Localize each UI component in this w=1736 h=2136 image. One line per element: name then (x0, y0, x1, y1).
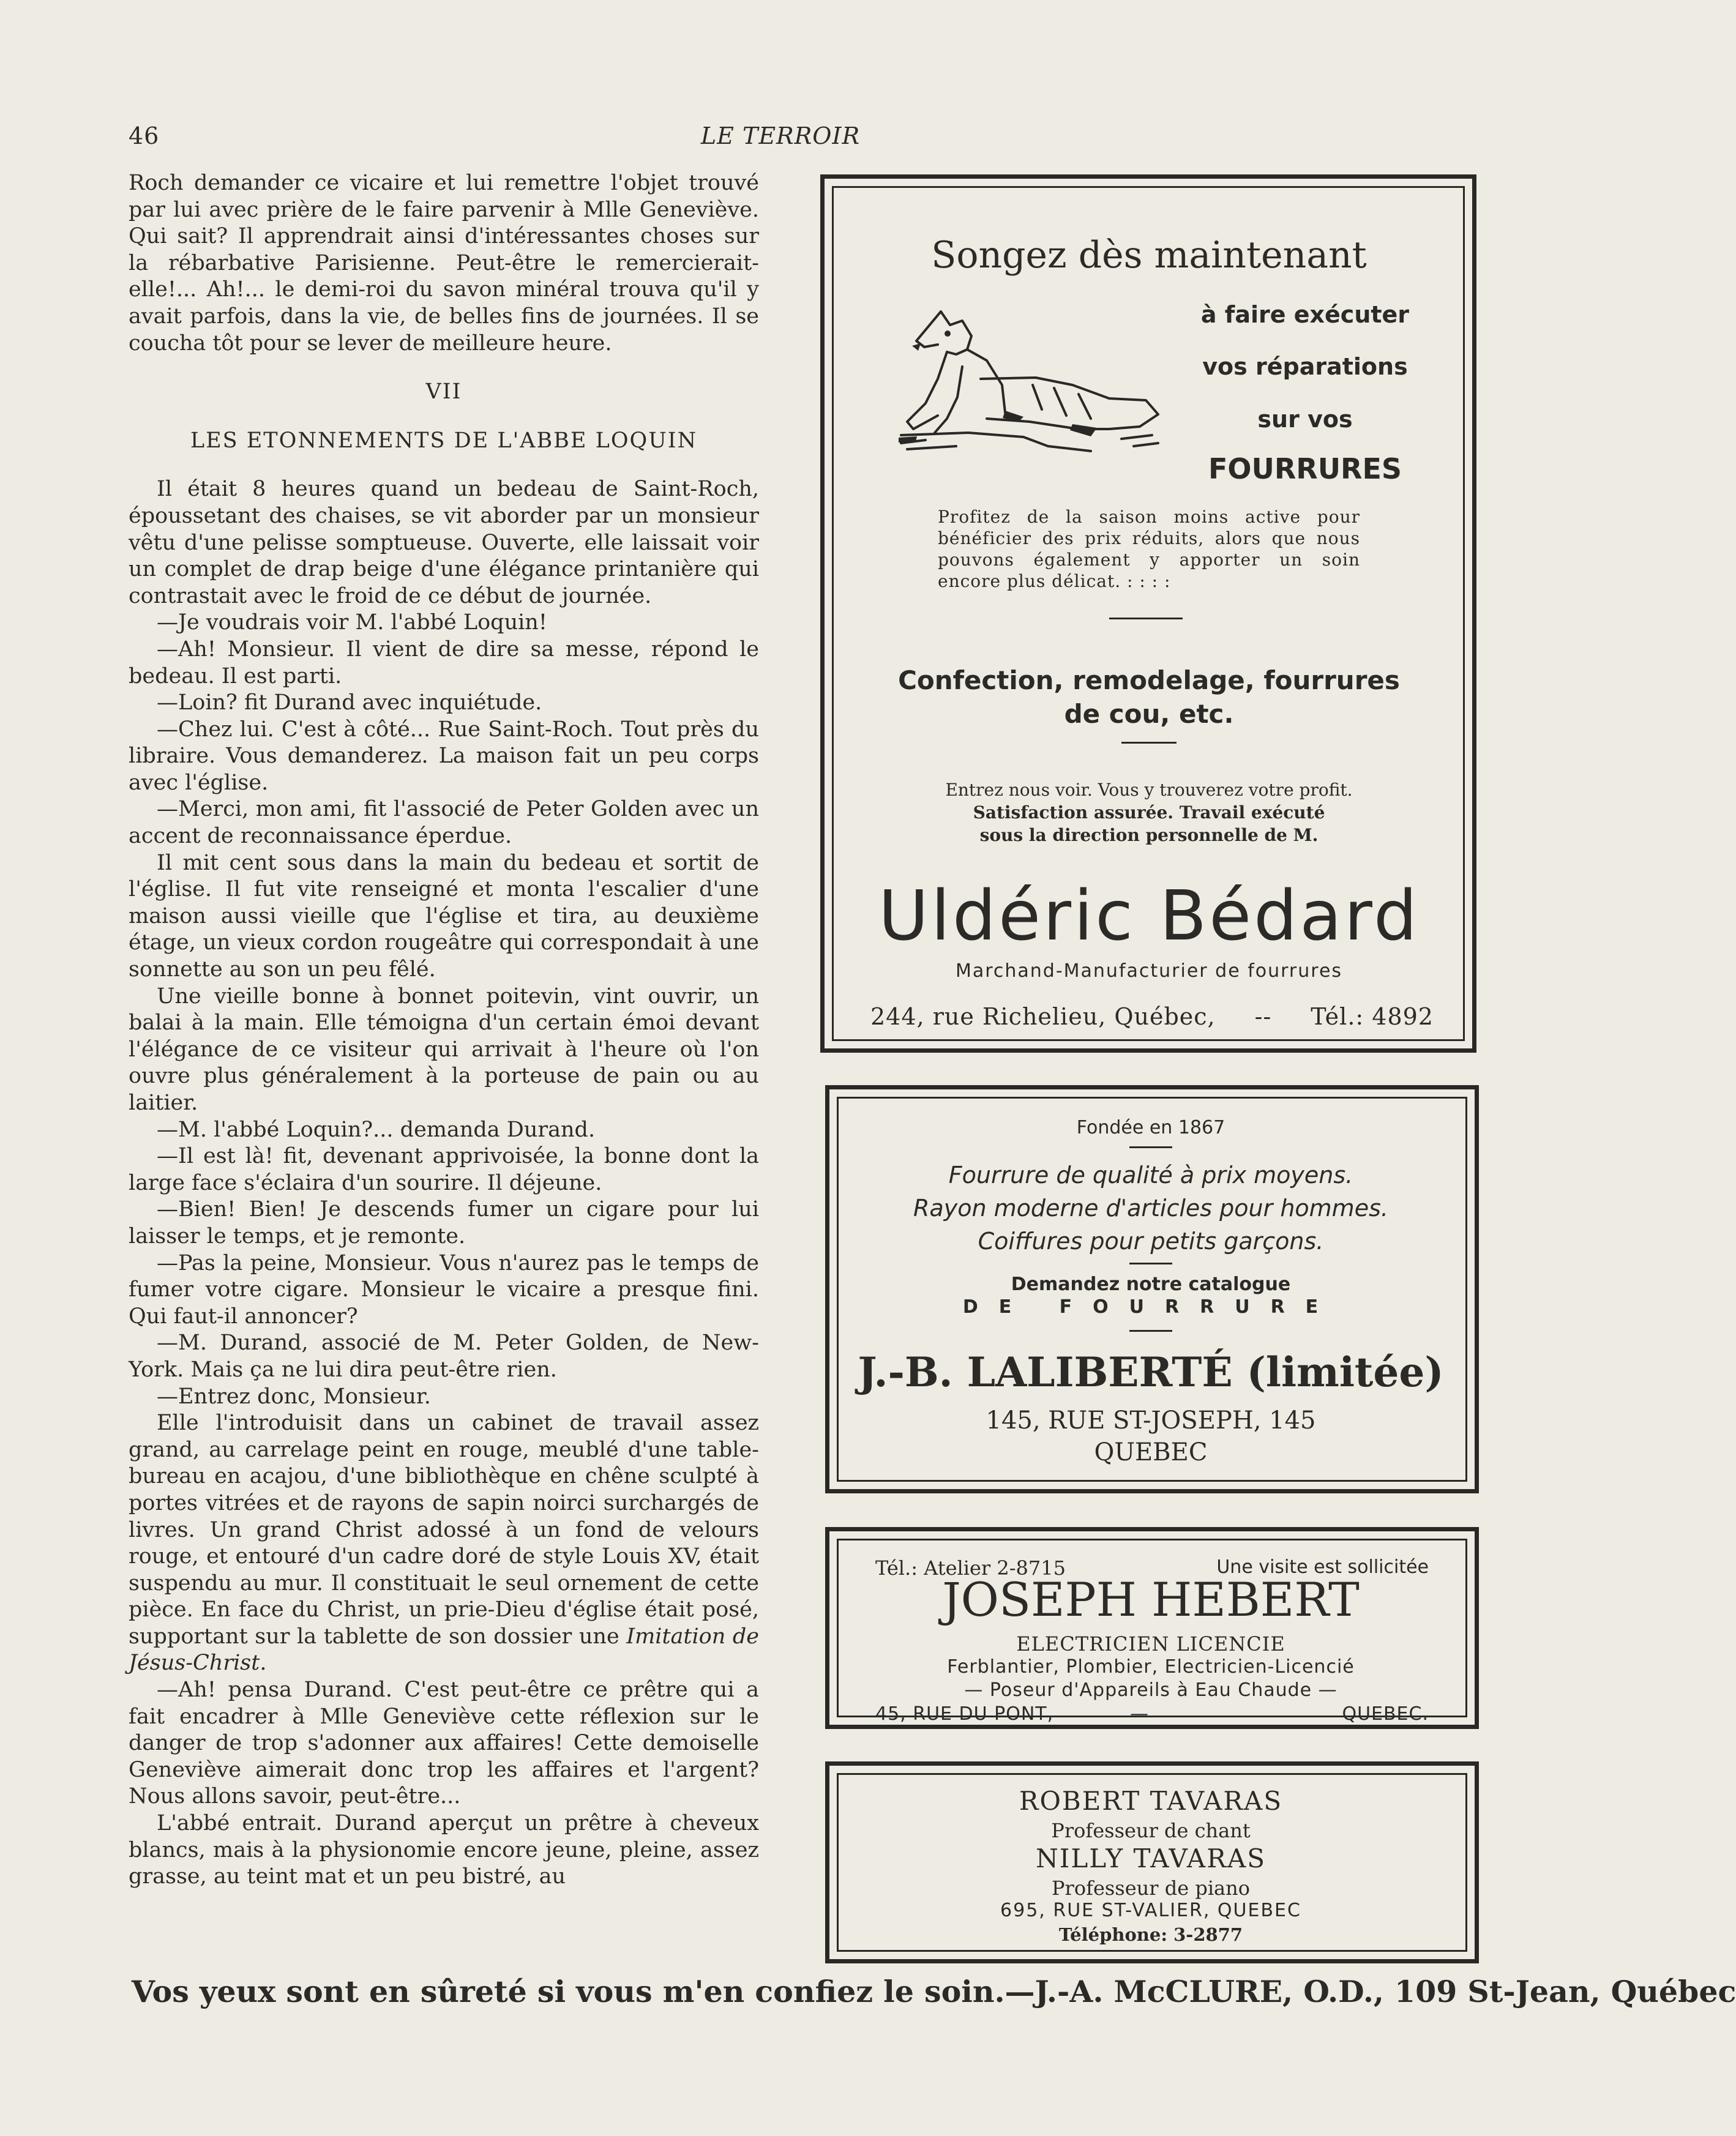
bedard-line-2: vos réparations (1202, 353, 1408, 380)
laliberte-city: QUEBEC (1094, 1438, 1208, 1466)
laliberte-furs: DE FOURRURE (962, 1296, 1339, 1318)
bedard-trade: Marchand-Manufacturier de fourrures (955, 960, 1343, 982)
article-paragraph: —Merci, mon ami, fit l'associé de Peter Golden avec un accent de reconnaissance éperdue. (129, 797, 759, 849)
tavaras-robert: ROBERT TAVARAS (1019, 1786, 1283, 1816)
article-paragraph-long (129, 1410, 759, 1677)
ad-laliberte (825, 1085, 1479, 1493)
bedard-name: Uldéric Bédard (878, 876, 1420, 956)
bedard-furs-heading: FOURRURES (1208, 452, 1402, 485)
article-paragraph: —M. Durand, associé de M. Peter Golden, de New-York. Mais ça ne lui dira peut-être rien. (129, 1331, 759, 1382)
divider (1121, 742, 1177, 744)
hebert-city: QUEBEC. (1342, 1703, 1429, 1725)
tavaras-phone: Téléphone: 3-2877 (1058, 1924, 1243, 1945)
article-paragraph: Il était 8 heures quand un bedeau de Saint-Roch, époussetant des chaises, se vit aborder par un monsieur vêtu d'une pelisse somptueuse. Ouverte, elle laissait voir un complet de drap beige d'une élégance printanière qui contrastait avec le froid de ce début de journée. (129, 477, 759, 608)
bedard-line-1: à faire exécuter (1200, 301, 1410, 328)
article-paragraph: L'abbé entrait. Durand aperçut un prêtre à cheveux blancs, mais à la physionomie encore jeune, pleine, assez grasse, au teint mat et un peu bistré, au (129, 1811, 759, 1889)
article-paragraph: —Ah! pensa Durand. C'est peut-être ce prêtre qui a fait encadrer à Mlle Geneviève cette réflexion sur le danger de trop s'adonner aux affaires! Cette demoiselle Geneviève aimerait donc trop les affaires et l'argent? Nous allons savoir, peut-être... (129, 1678, 759, 1809)
page-number: 46 (129, 122, 160, 149)
bedard-address: 244, rue Richelieu, Québec, (870, 1003, 1216, 1030)
laliberte-founded: Fondée en 1867 (1076, 1117, 1225, 1138)
bedard-visit (834, 779, 1464, 846)
article-intro: Roch demander ce vicaire et lui remettre l'objet trouvé par lui avec prière de le faire parvenir à Mlle Geneviève. Qui sait? Il apprendrait ainsi d'intéressantes choses sur la rébarbative Parisienne. Peut-être le remercierait-elle!... Ah!... le demi-roi du savon minéral trouva qu'il y avait parfois, dans la vie, de belles fins de journées. Il se coucha tôt pour se lever de meilleure heure. (129, 171, 759, 356)
laliberte-catalogue: Demandez notre catalogue (1011, 1274, 1291, 1295)
article-paragraph: Une vieille bonne à bonnet poitevin, vint ouvrir, un balai à la main. Elle témoigna d'un certain émoi devant l'élégance de ce visiteur qui arrivait à l'heure où l'on ouvre plus généralement à la porteuse de pain ou au laitier. (129, 984, 759, 1115)
hebert-title: ELECTRICIEN LICENCIE (1016, 1632, 1285, 1656)
ad-hebert (825, 1527, 1479, 1729)
divider (1129, 1146, 1172, 1148)
divider (1129, 1263, 1172, 1264)
divider (1129, 1330, 1172, 1332)
laliberte-tagline (839, 1159, 1463, 1258)
hebert-name: JOSEPH HEBERT (942, 1572, 1360, 1627)
long-paragraph-start: Elle l'introduisit dans un cabinet de travail assez grand, au carrelage peint en rouge, meublé d'une table-bureau en acajou, d'une bibliothèque en chêne sculpté à portes vitrées et de rayons de sapin noirci surchargés de livres. Un grand Christ adossé à un fond de velours rouge, et entouré d'un cadre doré de style Louis XV, était suspendu au mur. Il constituait le seul ornement de cette pièce. En face du Christ, un prie-Dieu d'église était posé, supportant sur la tablette de son dossier une (129, 1411, 759, 1649)
tavaras-chant: Professeur de chant (1051, 1819, 1251, 1842)
hebert-address: 45, RUE DU PONT, (875, 1703, 1054, 1725)
hebert-dash: — (1130, 1703, 1148, 1725)
bedard-headline: Songez dès maintenant (931, 234, 1367, 277)
article-paragraph: —Entrez donc, Monsieur. (157, 1384, 431, 1409)
hebert-trades-1: Ferblantier, Plombier, Electricien-Licencié (947, 1656, 1355, 1678)
book-title: Imitation de Jésus-Christ (129, 1624, 759, 1676)
laliberte-street: 145, RUE ST-JOSEPH, 145 (986, 1406, 1316, 1435)
laliberte-name: J.-B. LALIBERTÉ (limitée) (858, 1348, 1444, 1396)
bedard-address-dash: -- (1254, 1003, 1272, 1030)
bedard-confection (834, 663, 1464, 731)
bedard-visit-3: sous la direction personnelle de M. (979, 825, 1319, 845)
article-paragraph: —Ah! Monsieur. Il vient de dire sa messe, répond le bedeau. Il est parti. (129, 637, 759, 689)
hebert-trades (839, 1656, 1463, 1702)
article-paragraph: —Bien! Bien! Je descends fumer un cigare pour lui laisser le temps, et je remonte. (129, 1197, 759, 1249)
article-paragraph: —Loin? fit Durand avec inquiétude. (157, 690, 542, 715)
bedard-visit-2: Satisfaction assurée. Travail exécuté (973, 802, 1325, 823)
tavaras-piano: Professeur de piano (1052, 1876, 1250, 1900)
bedard-tel: Tél.: 4892 (1311, 1003, 1434, 1030)
laliberte-tag-3: Coiffures pour petits garçons. (978, 1228, 1324, 1255)
ad-tavaras (825, 1761, 1479, 1963)
hebert-visit: Une visite est sollicitée (1216, 1556, 1429, 1578)
long-paragraph-end: . (260, 1651, 267, 1676)
divider (1109, 618, 1183, 619)
article-paragraph: —Pas la peine, Monsieur. Vous n'aurez pas le temps de fumer votre cigare. Monsieur le vicaire a presque fini. Qui faut-il annoncer? (129, 1250, 759, 1329)
bedard-line-3: sur vos (1257, 406, 1353, 433)
article-paragraph: Il mit cent sous dans la main du bedeau et sortit de l'église. Il fut vite renseigné et monta l'escalier d'une maison aussi vieille que l'église et tira, au deuxième étage, un vieux cordon rougeâtre qui correspondait à une sonnette au son un peu fêlé. (129, 850, 759, 982)
bedard-confection-1: Confection, remodelage, fourrures (898, 665, 1400, 695)
hebert-trades-2: — Poseur d'Appareils à Eau Chaude — (964, 1679, 1338, 1701)
bedard-confection-2: de cou, etc. (1064, 699, 1234, 729)
article-column (129, 170, 759, 1891)
article-paragraph: —Il est là! fit, devenant apprivoisée, la bonne dont la large face s'éclaira d'un sourire. Il déjeune. (129, 1144, 759, 1195)
chapter-number: VII (425, 379, 462, 405)
article-paragraph: —Chez lui. C'est à côté... Rue Saint-Roch. Tout près du libraire. Vous demanderez. La maison fait un peu corps avec l'église. (129, 717, 759, 795)
laliberte-tag-2: Rayon moderne d'articles pour hommes. (913, 1195, 1388, 1222)
footer-advertisement: Vos yeux sont en sûreté si vous m'en confiez le soin.—J.-A. McCLURE, O.D., 109 St-Jean, Québec (132, 1974, 1736, 2009)
article-paragraph: —M. l'abbé Loquin?... demanda Durand. (157, 1117, 596, 1142)
bedard-visit-1: Entrez nous voir. Vous y trouverez votre profit. (945, 780, 1353, 800)
journal-title: LE TERROIR (700, 122, 861, 149)
bedard-address-row (870, 1003, 1434, 1030)
laliberte-tag-1: Fourrure de qualité à prix moyens. (948, 1162, 1353, 1189)
tavaras-address: 695, RUE ST-VALIER, QUEBEC (1000, 1900, 1301, 1921)
laliberte-address (839, 1405, 1463, 1468)
article-paragraph: —Je voudrais voir M. l'abbé Loquin! (157, 610, 547, 635)
fox-illustration (889, 293, 1170, 471)
ad-bedard (820, 174, 1476, 1053)
tavaras-nilly: NILLY TAVARAS (1035, 1843, 1266, 1873)
bedard-body: Profitez de la saison moins active pour bénéficier des prix réduits, alors que nous pouvons également y apporter un soin encore plus délicat. : : : : (938, 507, 1360, 591)
hebert-tel: Tél.: Atelier 2-8715 (875, 1556, 1066, 1580)
chapter-title: LES ETONNEMENTS DE L'ABBE LOQUIN (190, 428, 698, 453)
